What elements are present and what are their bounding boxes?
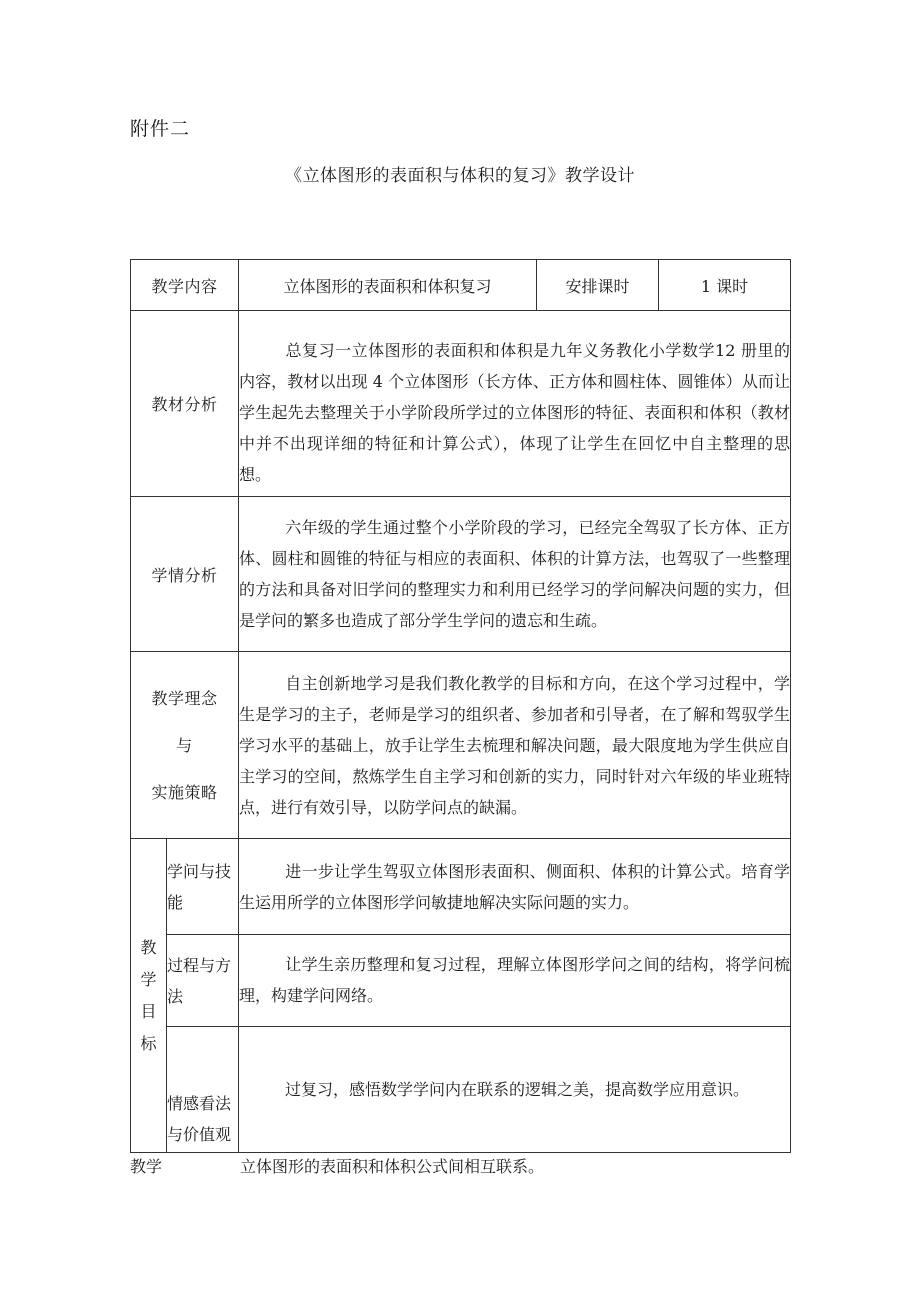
table-row-goal-process [131,935,791,1027]
philosophy-strategy-text: 自主创新地学习是我们教化教学的目标和方向，在这个学习过程中，学生是学习的主子，老师是学习的组织者、参加者和引导者，在了解和驾驭学生学习水平的基础上，放手让学生去梳理和解决问题，最大限度地为学生供应自主学习的空间，熬炼学生自主学习和创新的实力，同时针对六年级的毕业班特点，进行有效引导，以防学问点的缺漏。 [239,673,791,817]
goal-skills-text: 进一步让学生驾驭立体图形表面积、侧面积、体积的计算公式。培育学生运用所学的立体图形学问敏捷地解决实际问题的实力。 [239,861,791,912]
document-title: 《立体图形的表面积与体积的复习》教学设计 [285,166,635,186]
label-key-point: 教学 [130,1157,163,1176]
value-class-period: 1 课时 [659,260,791,311]
label-philosophy-line3: 实施策略 [151,782,218,802]
label-goals-char: 标 [140,1033,157,1053]
label-philosophy-strategy [131,652,239,839]
material-analysis-text: 总复习一立体图形的表面积和体积是九年义务教化小学数学12 册里的内容，教材以出现 4 个立体图形（长方体、正方体和圆柱体、圆锥体）从而让学生起先去整理关于小学阶段所学过的立体图形的特征、表面积和体积（教材中并不出现详细的特征和计算公式），体现了让学生在回忆中自主整理的思想。 [239,341,791,484]
label-material-analysis: 教材分析 [131,311,239,497]
label-goals-char: 学 [140,969,157,989]
attachment-label: 附件二 [130,118,191,140]
table-row-goal-values [131,1027,791,1153]
label-philosophy-line2: 与 [176,735,193,755]
goal-values-text: 过复习，感悟数学学问内在联系的逻辑之美，提高数学应用意识。 [285,1080,750,1099]
label-class-period: 安排课时 [537,260,659,311]
philosophy-strategy-cell [239,652,791,839]
goal-process-cell [239,935,791,1027]
value-teaching-content: 立体图形的表面积和体积复习 [239,260,537,311]
key-point-text: 立体图形的表面积和体积公式间相互联系。 [240,1157,545,1176]
label-learner-analysis: 学情分析 [131,497,239,652]
label-philosophy-line1: 教学理念 [151,688,218,708]
lesson-plan-table [130,259,791,1153]
learner-analysis-cell [239,497,791,652]
table-row-material [131,311,791,497]
table-row-learner [131,497,791,652]
label-goal-process: 过程与方法 [167,935,239,1027]
learner-analysis-text: 六年级的学生通过整个小学阶段的学习，已经完全驾驭了长方体、正方体、圆柱和圆锥的特征与相应的表面积、体积的计算方法，也驾驭了一些整理的方法和具备对旧学问的整理实力和利用已经学习的学问解决问题的实力，但是学问的繁多也造成了部分学生学问的遗忘和生疏。 [239,518,791,630]
table-row-content [131,260,791,311]
label-goal-values: 情感看法与价值观 [167,1027,239,1153]
table-row-philosophy [131,652,791,839]
label-teaching-content: 教学内容 [131,260,239,311]
label-goals-char: 教 [140,937,157,957]
goal-process-text: 让学生亲历整理和复习过程，理解立体图形学问之间的结构，将学问梳理，构建学问网络。 [239,955,791,1005]
table-row-goal-skills [131,839,791,935]
label-goal-skills: 学问与技能 [167,839,239,935]
goal-skills-cell [239,839,791,935]
goal-values-cell [239,1027,791,1153]
material-analysis-cell [239,311,791,497]
label-goals-char: 目 [140,1001,157,1021]
label-teaching-goals [131,839,167,1153]
